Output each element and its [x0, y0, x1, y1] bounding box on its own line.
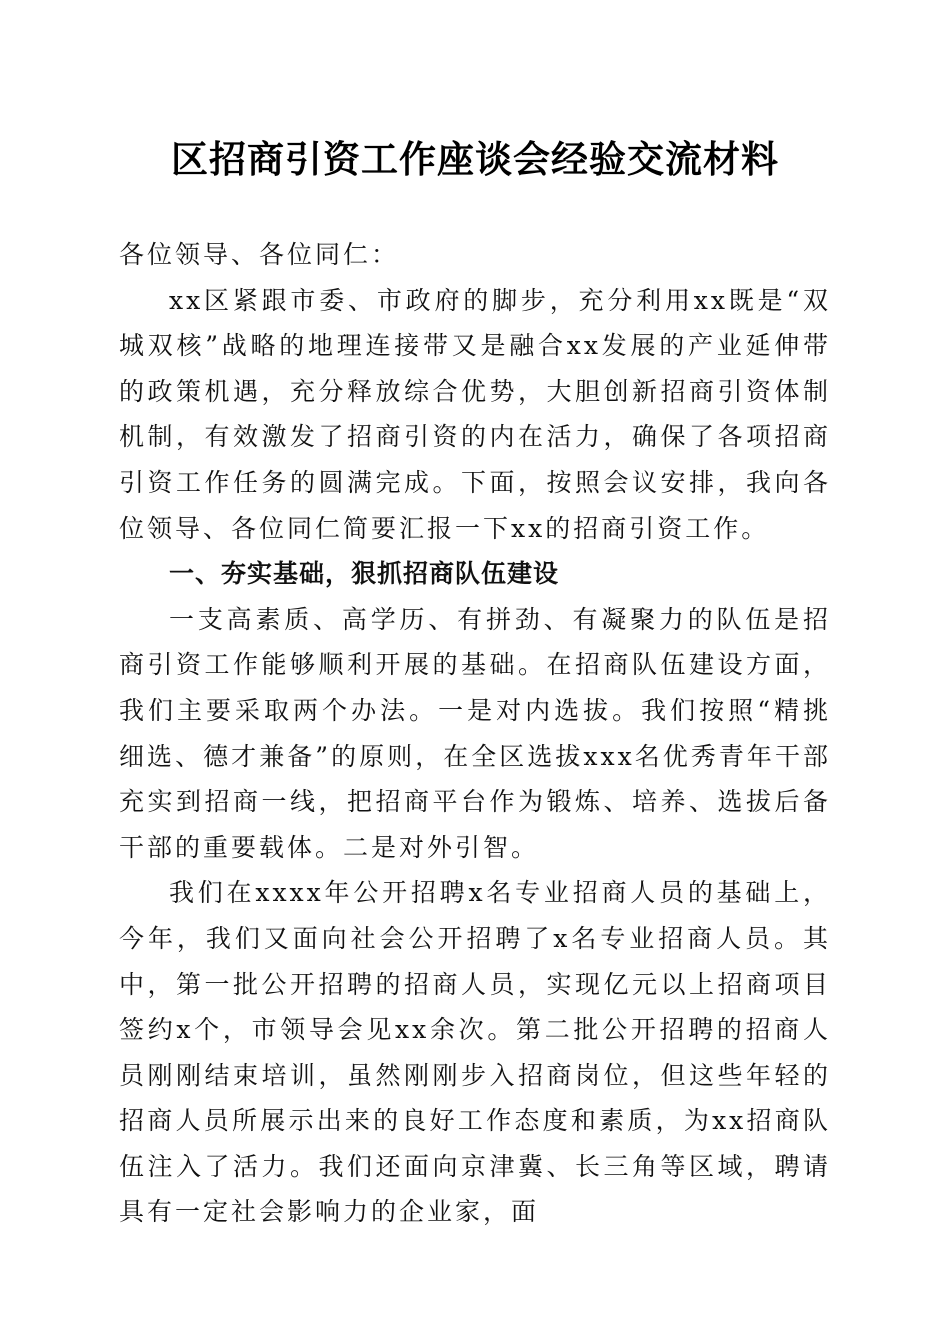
document-title: 区招商引资工作座谈会经验交流材料: [171, 137, 779, 181]
section-heading-1: 一、夯实基础，狠抓招商队伍建设: [169, 559, 560, 589]
salutation: 各位领导、各位同仁：: [119, 240, 400, 269]
paragraph-intro: xx区紧跟市委、市政府的脚步，充分利用xx既是“双城双核”战略的地理连接带又是融合xx发展的产业延伸带的政策机遇，充分释放综合优势，大胆创新招商引资体制机制，有效激发了招商引资的内在活力，确保了各项招商引资工作任务的圆满完成。下面，按照会议安排，我向各位领导、各位同仁简要汇报一下xx的招商引资工作。: [119, 285, 831, 543]
paragraph-recruitment: 我们在xxxx年公开招聘x名专业招商人员的基础上，今年，我们又面向社会公开招聘了x名专业招商人员。其中，第一批公开招聘的招商人员，实现亿元以上招商项目签约x个，市领导会见xx余次。第二批公开招聘的招商人员刚刚结束培训，虽然刚刚步入招商岗位，但这些年轻的招商人员所展示出来的良好工作态度和素质，为xx招商队伍注入了活力。我们还面向京津冀、长三角等区域，聘请具有一定社会影响力的企业家，面: [119, 878, 831, 1227]
paragraph-team-building: 一支高素质、高学历、有拼劲、有凝聚力的队伍是招商引资工作能够顺利开展的基础。在招商队伍建设方面，我们主要采取两个办法。一是对内选拔。我们按照“精挑细选、德才兼备”的原则，在全区选拔xxx名优秀青年干部充实到招商一线，把招商平台作为锻炼、培养、选拔后备干部的重要载体。二是对外引智。: [119, 604, 831, 862]
document-body: [119, 232, 831, 1235]
